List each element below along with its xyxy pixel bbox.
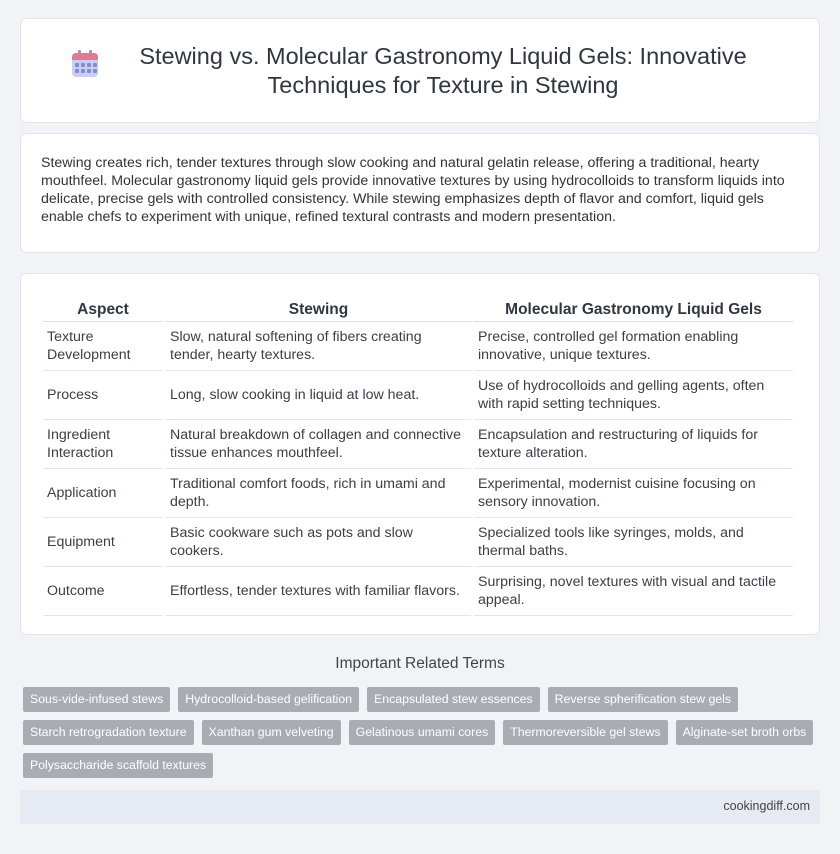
table-row <box>43 469 793 518</box>
cell-aspect: Ingredient Interaction <box>43 420 163 469</box>
intro-text: Stewing creates rich, tender textures through slow cooking and natural gelatin release, offering a traditional, hearty mouthfeel. Molecular gastronomy liquid gels provide innovative textures by using hydrocolloids to transform liquids into delicate, precise gels with controlled consistency. While stewing emphasizes depth of flavor and comfort, liquid gels enable chefs to experiment with unique, refined textural contrasts and modern presentation. <box>41 155 785 225</box>
footer <box>20 790 820 824</box>
cell-liquid-gels: Encapsulation and restructuring of liquids for texture alteration. <box>474 420 793 469</box>
related-term-tag[interactable]: Xanthan gum velveting <box>202 720 341 745</box>
related-terms-list <box>23 687 823 778</box>
intro-card <box>20 133 820 253</box>
related-term-tag[interactable]: Starch retrogradation texture <box>23 720 194 745</box>
title-card <box>20 18 820 123</box>
cell-liquid-gels: Precise, controlled gel formation enabling innovative, unique textures. <box>474 322 793 371</box>
cell-stewing: Effortless, tender textures with familiar flavors. <box>166 567 471 616</box>
related-term-tag[interactable]: Reverse spherification stew gels <box>548 687 738 712</box>
cell-aspect: Application <box>43 469 163 518</box>
table-row <box>43 371 793 420</box>
header-liquid-gels: Molecular Gastronomy Liquid Gels <box>474 294 793 322</box>
comparison-card <box>20 273 820 635</box>
cell-liquid-gels: Use of hydrocolloids and gelling agents, often with rapid setting techniques. <box>474 371 793 420</box>
related-terms-title: Important Related Terms <box>335 655 505 672</box>
table-row <box>43 420 793 469</box>
calendar-icon <box>72 50 98 78</box>
related-term-tag[interactable]: Sous-vide-infused stews <box>23 687 170 712</box>
footer-site-link[interactable]: cookingdiff.com <box>723 799 810 813</box>
cell-stewing: Basic cookware such as pots and slow cookers. <box>166 518 471 567</box>
related-term-tag[interactable]: Polysaccharide scaffold textures <box>23 753 213 778</box>
title-wrap <box>72 42 768 100</box>
comparison-table <box>40 294 796 616</box>
table-header-row <box>43 294 793 322</box>
cell-stewing: Natural breakdown of collagen and connective tissue enhances mouthfeel. <box>166 420 471 469</box>
cell-aspect: Outcome <box>43 567 163 616</box>
cell-stewing: Traditional comfort foods, rich in umami and depth. <box>166 469 471 518</box>
cell-aspect: Process <box>43 371 163 420</box>
table-row <box>43 567 793 616</box>
cell-stewing: Slow, natural softening of fibers creating tender, hearty textures. <box>166 322 471 371</box>
cell-liquid-gels: Surprising, novel textures with visual and tactile appeal. <box>474 567 793 616</box>
cell-aspect: Equipment <box>43 518 163 567</box>
page-title: Stewing vs. Molecular Gastronomy Liquid Gels: Innovative Techniques for Texture in Stewing <box>139 42 747 98</box>
related-term-tag[interactable]: Encapsulated stew essences <box>367 687 540 712</box>
cell-stewing: Long, slow cooking in liquid at low heat. <box>166 371 471 420</box>
header-aspect: Aspect <box>43 294 163 322</box>
header-stewing: Stewing <box>166 294 471 322</box>
related-term-tag[interactable]: Thermoreversible gel stews <box>503 720 667 745</box>
table-row <box>43 322 793 371</box>
cell-liquid-gels: Experimental, modernist cuisine focusing on sensory innovation. <box>474 469 793 518</box>
table-row <box>43 518 793 567</box>
related-term-tag[interactable]: Alginate-set broth orbs <box>676 720 814 745</box>
related-term-tag[interactable]: Hydrocolloid-based gelification <box>178 687 359 712</box>
cell-aspect: Texture Development <box>43 322 163 371</box>
cell-liquid-gels: Specialized tools like syringes, molds, and thermal baths. <box>474 518 793 567</box>
related-term-tag[interactable]: Gelatinous umami cores <box>349 720 496 745</box>
